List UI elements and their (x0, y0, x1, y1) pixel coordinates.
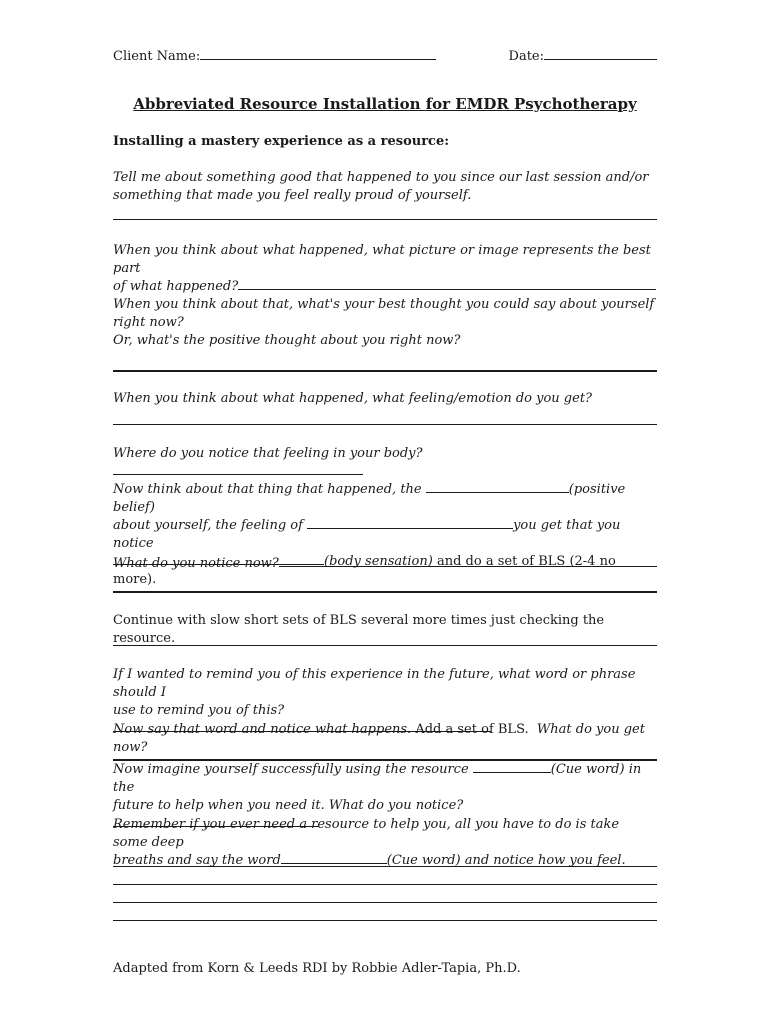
question-7: What do you notice now? (113, 555, 657, 573)
page-title: Abbreviated Resource Installation for EMDR Psychotherapy (133, 95, 637, 113)
question-4: When you think about what happened, what feeling/emotion do you get? (113, 391, 593, 406)
answer-line-7[interactable] (279, 555, 657, 567)
answer-line-1[interactable] (113, 219, 657, 220)
feeling-field[interactable] (307, 517, 513, 529)
question-6: Now think about that thing that happened, the (positive belief) about yourself, the feeling of you get that you notice (body sensation) and do a set of BLS (2-4 no more). (113, 482, 626, 587)
question-2: When you think about what happened, what picture or image represents the best part of what happened? (113, 242, 657, 296)
question-8: Continue with slow short sets of BLS several more times just checking the resource. (113, 613, 605, 646)
header-row (113, 48, 657, 66)
question-1: Tell me about something good that happened to you since our last session and/or something that made you feel really proud of yourself. (113, 170, 649, 203)
answer-line-12c[interactable] (113, 902, 657, 903)
answer-line-2[interactable] (238, 278, 656, 290)
client-name-field[interactable] (200, 48, 436, 60)
question-9: If I wanted to remind you of this experience in the future, what word or phrase should I use to remind you of this? (113, 666, 657, 738)
answer-line-12d[interactable] (113, 920, 657, 921)
client-name-label: Client Name: (113, 49, 201, 64)
cue-word-field[interactable] (473, 761, 551, 773)
section-divider-2 (113, 591, 657, 593)
positive-belief-field[interactable] (426, 481, 569, 493)
question-5: Where do you notice that feeling in your body? (113, 445, 657, 481)
answer-line-12a[interactable] (113, 866, 657, 867)
question-10: Now say that word and notice what happens. Add a set of BLS. What do you get now? (113, 722, 645, 755)
attribution-footer: Adapted from Korn & Leeds RDI by Robbie Adler-Tapia, Ph.D. (113, 961, 521, 976)
section-heading: Installing a mastery experience as a resource: (113, 134, 450, 149)
answer-line-12b[interactable] (113, 884, 657, 885)
answer-line-4[interactable] (113, 424, 657, 425)
answer-line-5[interactable] (113, 463, 363, 475)
question-11: Now imagine yourself successfully using the resource (Cue word) in the future to help when you need it. What do you notice? (113, 761, 657, 833)
form-page (113, 0, 657, 1024)
section-divider-1 (113, 370, 657, 372)
cue-word-field-2[interactable] (281, 852, 387, 864)
answer-line-8[interactable] (113, 645, 657, 646)
date-label: Date: (508, 49, 544, 64)
question-12: Remember if you ever need a resource to help you, all you have to do is take some deep breaths and say the word (Cue word) and notice how you feel. (113, 817, 626, 868)
question-3: When you think about that, what's your best thought you could say about yourself right now? Or, what's the positive thought about you right now? (113, 297, 655, 348)
date-field[interactable] (544, 48, 657, 60)
